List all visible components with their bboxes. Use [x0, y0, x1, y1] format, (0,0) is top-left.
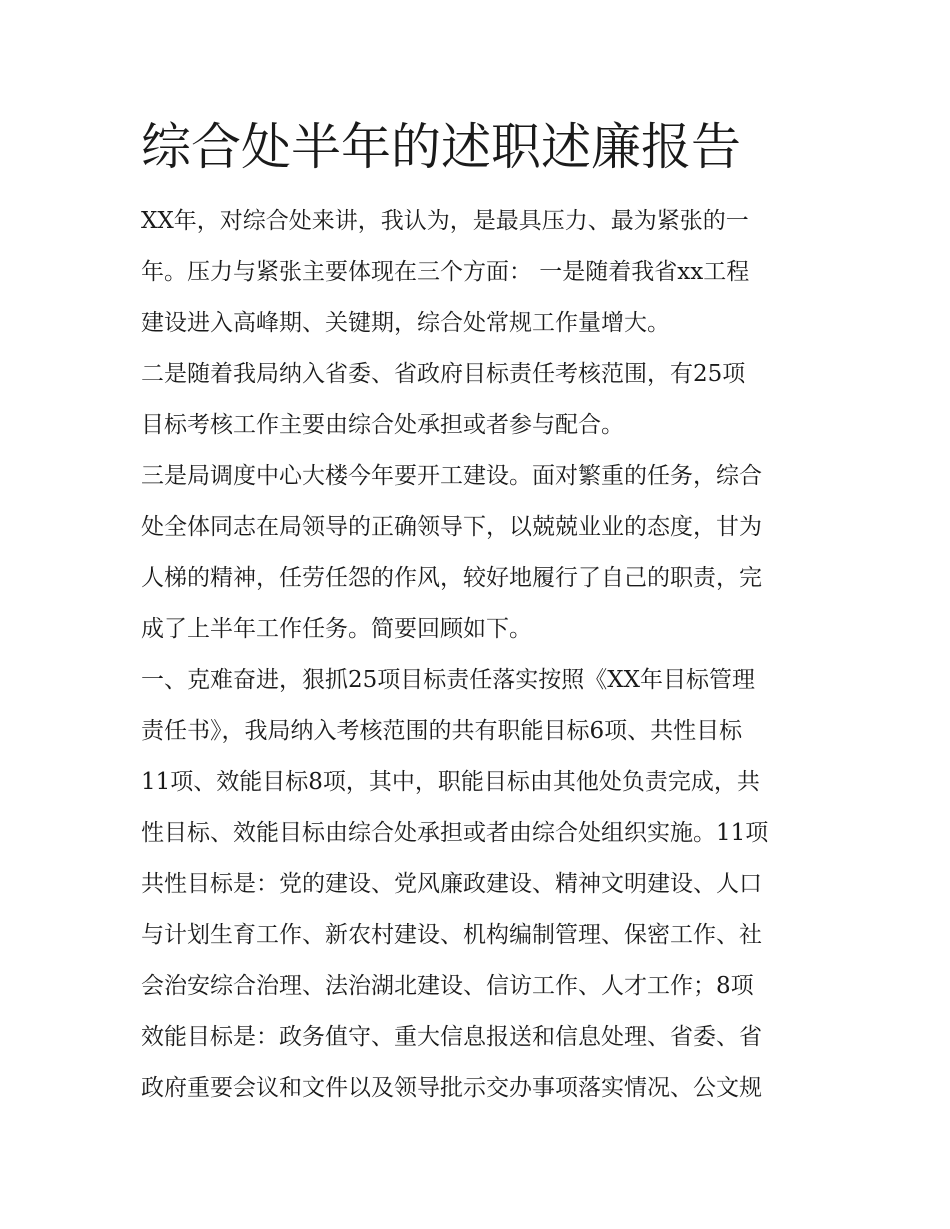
body-line: 责任书》，我局纳入考核范围的共有职能目标6项、共性目标: [141, 718, 743, 744]
body-line: XX年，对综合处来讲，我认为，是最具压力、最为紧张的一: [141, 208, 749, 234]
body-line: 11项、效能目标8项，其中，职能目标由其他处负责完成，共: [141, 769, 760, 795]
document-title: 综合处半年的述职述廉报告: [141, 118, 741, 176]
body-line: 人梯的精神，任劳任怨的作风，较好地履行了自己的职责，完: [141, 565, 762, 591]
body-line: 三是局调度中心大楼今年要开工建设。面对繁重的任务，综合: [141, 463, 762, 489]
body-line: 年。压力与紧张主要体现在三个方面： 一是随着我省xx工程: [141, 259, 750, 285]
body-line: 二是随着我局纳入省委、省政府目标责任考核范围，有25项: [141, 361, 746, 387]
body-line: 处全体同志在局领导的正确领导下，以兢兢业业的态度，甘为: [141, 514, 762, 540]
body-line: 成了上半年工作任务。简要回顾如下。: [141, 616, 532, 642]
body-line: 性目标、效能目标由综合处承担或者由综合处组织实施。11项: [141, 820, 769, 846]
body-line: 与计划生育工作、新农村建设、机构编制管理、保密工作、社: [141, 922, 762, 948]
document-body: [141, 196, 816, 1114]
body-line: 共性目标是：党的建设、党风廉政建设、精神文明建设、人口: [141, 871, 762, 897]
body-line: 会治安综合治理、法治湖北建设、信访工作、人才工作；8项: [141, 973, 754, 999]
body-line: 政府重要会议和文件以及领导批示交办事项落实情况、公文规: [141, 1075, 762, 1101]
body-line: 目标考核工作主要由综合处承担或者参与配合。: [141, 412, 624, 438]
body-line: 一、克难奋进，狠抓25项目标责任落实按照《XX年目标管理: [141, 667, 756, 693]
body-line: 建设进入高峰期、关键期，综合处常规工作量增大。: [141, 310, 670, 336]
body-line: 效能目标是：政务值守、重大信息报送和信息处理、省委、省: [141, 1024, 762, 1050]
